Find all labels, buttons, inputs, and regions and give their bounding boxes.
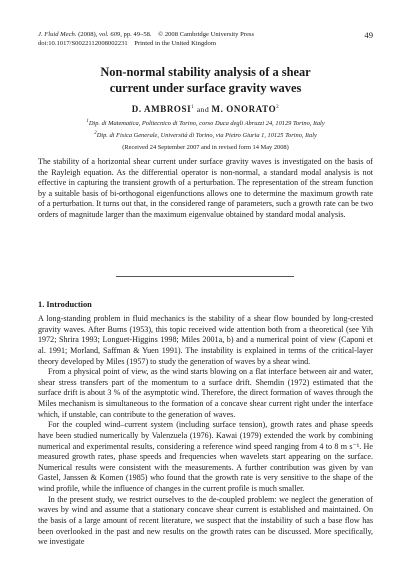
printed-notice: Printed in the United Kingdom [134, 39, 216, 47]
affiliation-1 [38, 117, 373, 129]
affiliation-2-mark: 2 [94, 131, 97, 137]
title-line-1: Non-normal stability analysis of a shear [100, 65, 311, 79]
author-list [38, 104, 373, 114]
author-1: D. AMBROSI [131, 104, 192, 114]
journal-volume: vol. 609 [98, 31, 121, 38]
doi-text: doi:10.1017/S0022112008002231 [38, 39, 128, 47]
abstract: The stability of a horizontal shear current under surface gravity waves is investigated on the basis of the Rayleigh equation. As the differential operator is non-normal, a standard modal analysis is not effective in capturing the transient growth of a perturbation. The representation of the stream function by a suitable basis of bi-orthogonal eigenfunctions allows one to determine the maximum growth rate of a perturbation. It turns out that, in the considered range of parameters, such a growth rate can be two orders of magnitude larger than the maximum eigenvalue obtained by standard modal analysis. [38, 157, 373, 219]
paragraph-2: From a physical point of view, as the wind starts blowing on a flat interface between air and water, shear stress transfers part of the momentum to a surface drift. Shemdin (1972) estimated that the surface drift is about 3 % of the asymptotic wind. Therefore, the direct formation of waves through the Miles mechanism is simultaneous to the formation of a concave shear current right under the interface which, if unstable, can contribute to the generation of waves. [38, 367, 373, 419]
author-1-affil-mark: 1 [191, 105, 195, 110]
paragraph-1: A long-standing problem in fluid mechanics is the stability of a shear flow bounded by long-crested gravity waves. After Burns (1953), this topic received wide attention both from a theoretical (see Yih 1972; Shrira 1993; Longuet-Higgins 1998; Miles 2001a, b) and a numerical point of view (Caponi et al. 1991; Morland, Saffman & Yuen 1991). The instability is explained in terms of the critical-layer theory developed by Miles (1957) to study the generation of waves by a shear wind. [38, 314, 373, 366]
page-number: 49 [364, 30, 373, 40]
author-2: M. ONORATO [211, 104, 277, 114]
affiliation-1-mark: 1 [86, 119, 89, 124]
journal-pages: , pp. 49–58. [120, 31, 152, 38]
copyright-notice: © 2008 Cambridge University Press [158, 31, 255, 38]
journal-name: J. Fluid Mech. [38, 31, 77, 38]
header-citation-line [38, 31, 373, 40]
header-doi-line [38, 40, 373, 49]
affiliation-2-text: Dip. di Fisica Generale, Università di Torino, via Pietro Giuria 1, 10125 Torino, Italy [96, 132, 317, 140]
section-heading: 1. Introduction [38, 300, 92, 309]
author-2-affil-mark: 2 [276, 105, 280, 110]
journal-year: (2008), [76, 31, 99, 38]
received-dates: (Received 24 September 2007 and in revised form 14 May 2008) [122, 144, 289, 151]
title-line-2: current under surface gravity waves [109, 80, 302, 95]
journal-header [38, 31, 373, 48]
paragraph-4: In the present study, we restrict ourselves to the de-coupled problem: we neglect the generation of waves by wind and assume that a stationary concave shear current is established and maintained. On the basis of a large amount of recent literature, we suspect that the instability of such a base flow has been overlooked in the past and new results on the growth rates can be discussed. More specifically, we investigate [38, 494, 373, 547]
abstract-divider [116, 276, 294, 277]
affiliation-1-text: Dip. di Matematica, Politecnico di Torino, corso Duca degli Abruzzi 24, 10129 Torino, Italy [88, 120, 325, 128]
paragraph-3: For the coupled wind–current system (including surface tension), growth rates and phase speeds have been studied numerically by Valenzuela (1976). Kawai (1979) extended the work by combining numerical and experimental results, considering a reference wind speed ranging from 4 to 8 m s⁻¹. He measured growth rates, phase speeds and frequencies when wavelets start appearing on the surface. Numerical results were consistent with the measurements. A further contribution was given by van Gastel, Janssen & Komen (1985) who found that the growth rate is very sensitive to the shape of the wind profile, while the influence of changes in the current profile is much smaller. [38, 420, 373, 493]
affiliation-2 [38, 129, 373, 141]
paper-title [38, 65, 373, 96]
affiliations [38, 117, 373, 142]
author-conjunction: and [194, 105, 212, 114]
section-body [38, 314, 373, 548]
